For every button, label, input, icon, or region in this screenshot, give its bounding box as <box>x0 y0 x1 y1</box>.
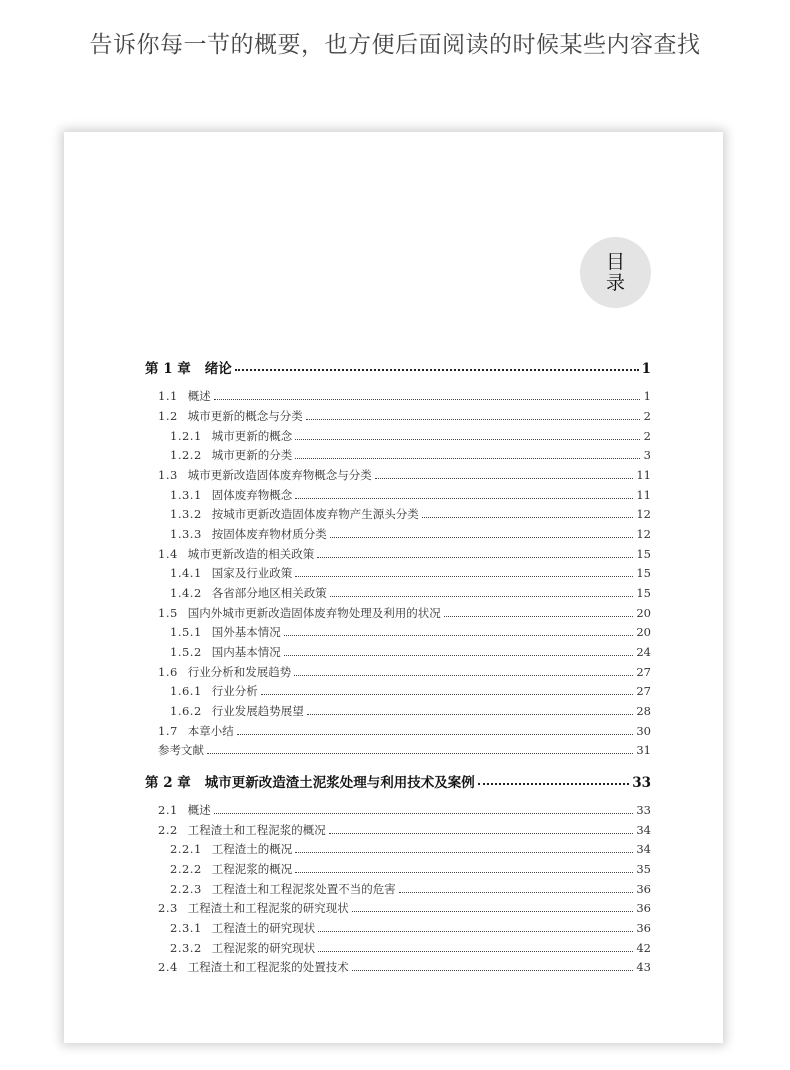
toc-entry-title: 工程渣土的研究现状 <box>211 921 316 935</box>
toc-entry-title: 概述 <box>187 803 211 817</box>
toc-entry-title: 城市更新改造固体废弃物概念与分类 <box>187 468 372 482</box>
toc-subsection-entry[interactable] <box>170 487 651 503</box>
toc-entry-title: 工程渣土和工程泥浆处置不当的危害 <box>211 882 396 896</box>
toc-entry-number: 1.5 <box>158 606 178 620</box>
toc-entry-number: 1.6.2 <box>170 704 202 718</box>
toc-entry-page-number: 34 <box>636 842 651 856</box>
leader-dots <box>295 458 640 459</box>
leader-dots <box>295 576 633 577</box>
leader-dots <box>295 852 633 853</box>
leader-dots <box>284 655 634 656</box>
toc-entry-number: 2.1 <box>158 803 178 817</box>
toc-section-entry[interactable] <box>158 467 651 483</box>
toc-entry-page-number: 15 <box>636 586 651 600</box>
leader-dots <box>318 951 633 952</box>
toc-entry-title: 工程泥浆的概况 <box>211 862 293 876</box>
leader-dots <box>237 734 634 735</box>
toc-section-entry[interactable] <box>158 664 651 680</box>
toc-entry-number: 1.2.2 <box>170 448 202 462</box>
toc-entry-number: 1.3.1 <box>170 488 202 502</box>
toc-entry-number: 第 1 章 <box>145 361 191 377</box>
leader-dots <box>444 616 634 617</box>
toc-entry-page-number: 28 <box>636 704 651 718</box>
toc-subsection-entry[interactable] <box>170 920 651 936</box>
toc-entry-title: 按固体废弃物材质分类 <box>211 527 327 541</box>
toc-entry-page-number: 1 <box>641 361 651 377</box>
toc-entry-title: 各省部分地区相关政策 <box>211 586 327 600</box>
toc-entry-number: 1.3.2 <box>170 507 202 521</box>
toc-entry-page-number: 12 <box>636 507 651 521</box>
toc-subsection-entry[interactable] <box>170 861 651 877</box>
toc-entry-page-number: 33 <box>636 803 651 817</box>
toc-entry-number: 2.2.1 <box>170 842 202 856</box>
toc-subsection-entry[interactable] <box>170 841 651 857</box>
toc-entry-title: 城市更新的概念与分类 <box>187 409 303 423</box>
leader-dots <box>352 911 634 912</box>
toc-entry-page-number: 3 <box>643 448 651 462</box>
leader-dots <box>478 783 629 785</box>
toc-entry-page-number: 20 <box>636 625 651 639</box>
toc-entry-page-number: 35 <box>636 862 651 876</box>
toc-section-entry[interactable] <box>158 546 651 562</box>
toc-entry-title: 本章小结 <box>187 724 234 738</box>
toc-section-entry[interactable] <box>158 742 651 758</box>
toc-subsection-entry[interactable] <box>170 683 651 699</box>
toc-entry-page-number: 11 <box>636 488 651 502</box>
toc-entry-title: 参考文献 <box>158 743 204 757</box>
toc-entry-number: 2.2.2 <box>170 862 202 876</box>
leader-dots <box>330 537 634 538</box>
toc-entry-number: 第 2 章 <box>145 775 191 791</box>
toc-subsection-entry[interactable] <box>170 703 651 719</box>
toc-section-entry[interactable] <box>158 408 651 424</box>
toc-entry-number: 1.3 <box>158 468 178 482</box>
toc-subsection-entry[interactable] <box>170 624 651 640</box>
toc-entry-title: 国内外城市更新改造固体废弃物处理及利用的状况 <box>187 606 441 620</box>
leader-dots <box>306 419 640 420</box>
toc-entry-number: 2.2.3 <box>170 882 202 896</box>
toc-subsection-entry[interactable] <box>170 585 651 601</box>
toc-entry-number: 1.4 <box>158 547 178 561</box>
toc-entry-title: 工程泥浆的研究现状 <box>211 941 316 955</box>
toc-entry-number: 1.6.1 <box>170 684 202 698</box>
toc-entry-number: 1.4.2 <box>170 586 202 600</box>
toc-entry-page-number: 31 <box>636 743 651 757</box>
toc-entry-number: 1.4.1 <box>170 566 202 580</box>
toc-entry-title: 绪论 <box>204 361 232 377</box>
toc-entry-page-number: 30 <box>636 724 651 738</box>
toc-entry-title: 国家及行业政策 <box>211 566 293 580</box>
toc-entry-page-number: 12 <box>636 527 651 541</box>
toc-entry-title: 城市更新改造的相关政策 <box>187 547 315 561</box>
toc-badge-char-1: 目 <box>605 250 625 273</box>
toc-section-entry[interactable] <box>158 959 651 975</box>
toc-entry-number: 2.3 <box>158 901 178 915</box>
toc-section-entry[interactable] <box>158 822 651 838</box>
toc-entry-page-number: 36 <box>636 901 651 915</box>
toc-subsection-entry[interactable] <box>170 447 651 463</box>
toc-subsection-entry[interactable] <box>170 644 651 660</box>
toc-entry-page-number: 27 <box>636 684 651 698</box>
toc-entry-title: 工程渣土的概况 <box>211 842 293 856</box>
toc-entry-page-number: 43 <box>636 960 651 974</box>
toc-entry-number: 2.3.1 <box>170 921 202 935</box>
leader-dots <box>235 369 639 371</box>
toc-entry-title: 概述 <box>187 389 211 403</box>
toc-entry-number: 1.3.3 <box>170 527 202 541</box>
leader-dots <box>399 892 634 893</box>
toc-subsection-entry[interactable] <box>170 428 651 444</box>
leader-dots <box>294 675 633 676</box>
leader-dots <box>284 635 634 636</box>
toc-subsection-entry[interactable] <box>170 526 651 542</box>
leader-dots <box>214 399 640 400</box>
toc-entry-title: 国内基本情况 <box>211 645 281 659</box>
toc-entry-title: 工程渣土和工程泥浆的概况 <box>187 823 326 837</box>
toc-entry-page-number: 36 <box>636 921 651 935</box>
toc-section-entry[interactable] <box>158 900 651 916</box>
toc-entry-title: 按城市更新改造固体废弃物产生源头分类 <box>211 507 419 521</box>
toc-entry-title: 固体废弃物概念 <box>211 488 293 502</box>
toc-entry-page-number: 2 <box>643 429 651 443</box>
toc-subsection-entry[interactable] <box>170 881 651 897</box>
toc-entry-title: 国外基本情况 <box>211 625 281 639</box>
toc-entry-page-number: 15 <box>636 547 651 561</box>
leader-dots <box>422 517 634 518</box>
toc-entry-page-number: 1 <box>643 389 651 403</box>
toc-entry-number: 1.6 <box>158 665 178 679</box>
toc-entry-title: 工程渣土和工程泥浆的研究现状 <box>187 901 349 915</box>
toc-section-entry[interactable] <box>158 723 651 739</box>
toc-entry-page-number: 11 <box>636 468 651 482</box>
toc-section-entry[interactable] <box>158 802 651 818</box>
toc-entry-number: 1.7 <box>158 724 178 738</box>
toc-entry-page-number: 15 <box>636 566 651 580</box>
toc-subsection-entry[interactable] <box>170 506 651 522</box>
toc-entry-page-number: 2 <box>643 409 651 423</box>
leader-dots <box>307 714 634 715</box>
toc-subsection-entry[interactable] <box>170 565 651 581</box>
toc-entry-page-number: 34 <box>636 823 651 837</box>
toc-entry-title: 工程渣土和工程泥浆的处置技术 <box>187 960 349 974</box>
leader-dots <box>295 498 633 499</box>
leader-dots <box>329 833 634 834</box>
toc-badge <box>580 237 651 308</box>
toc-entry-number: 1.5.2 <box>170 645 202 659</box>
leader-dots <box>330 596 634 597</box>
toc-entry-number: 1.1 <box>158 389 178 403</box>
toc-entry-title: 行业发展趋势展望 <box>211 704 304 718</box>
toc-entry-title: 行业分析和发展趋势 <box>187 665 292 679</box>
toc-entry-page-number: 33 <box>632 775 651 791</box>
toc-entry-number: 1.2.1 <box>170 429 202 443</box>
toc-chapter-entry[interactable] <box>145 771 651 791</box>
toc-entry-number: 2.3.2 <box>170 941 202 955</box>
toc-entry-page-number: 36 <box>636 882 651 896</box>
toc-entry-page-number: 20 <box>636 606 651 620</box>
toc-entry-number: 2.4 <box>158 960 178 974</box>
toc-section-entry[interactable] <box>158 605 651 621</box>
toc-entry-number: 1.5.1 <box>170 625 202 639</box>
leader-dots <box>318 931 633 932</box>
toc-badge-char-2: 录 <box>605 271 625 294</box>
leader-dots <box>295 439 640 440</box>
leader-dots <box>317 557 633 558</box>
leader-dots <box>261 694 634 695</box>
toc-entry-number: 2.2 <box>158 823 178 837</box>
toc-entry-number: 1.2 <box>158 409 178 423</box>
promo-caption: 告诉你每一节的概要，也方便后面阅读的时候某些内容查找 <box>89 32 701 58</box>
toc-entry-page-number: 27 <box>636 665 651 679</box>
toc-section-entry[interactable] <box>158 388 651 404</box>
leader-dots <box>352 970 634 971</box>
toc-entry-title: 城市更新的分类 <box>211 448 293 462</box>
toc-entry-title: 行业分析 <box>211 684 258 698</box>
toc-subsection-entry[interactable] <box>170 940 651 956</box>
toc-entry-title: 城市更新改造渣土泥浆处理与利用技术及案例 <box>204 775 475 791</box>
toc-chapter-entry[interactable] <box>145 357 651 377</box>
toc-entry-page-number: 42 <box>636 941 651 955</box>
toc-entry-page-number: 24 <box>636 645 651 659</box>
leader-dots <box>207 753 633 754</box>
leader-dots <box>214 813 634 814</box>
toc-entry-title: 城市更新的概念 <box>211 429 293 443</box>
leader-dots <box>375 478 634 479</box>
leader-dots <box>295 872 633 873</box>
